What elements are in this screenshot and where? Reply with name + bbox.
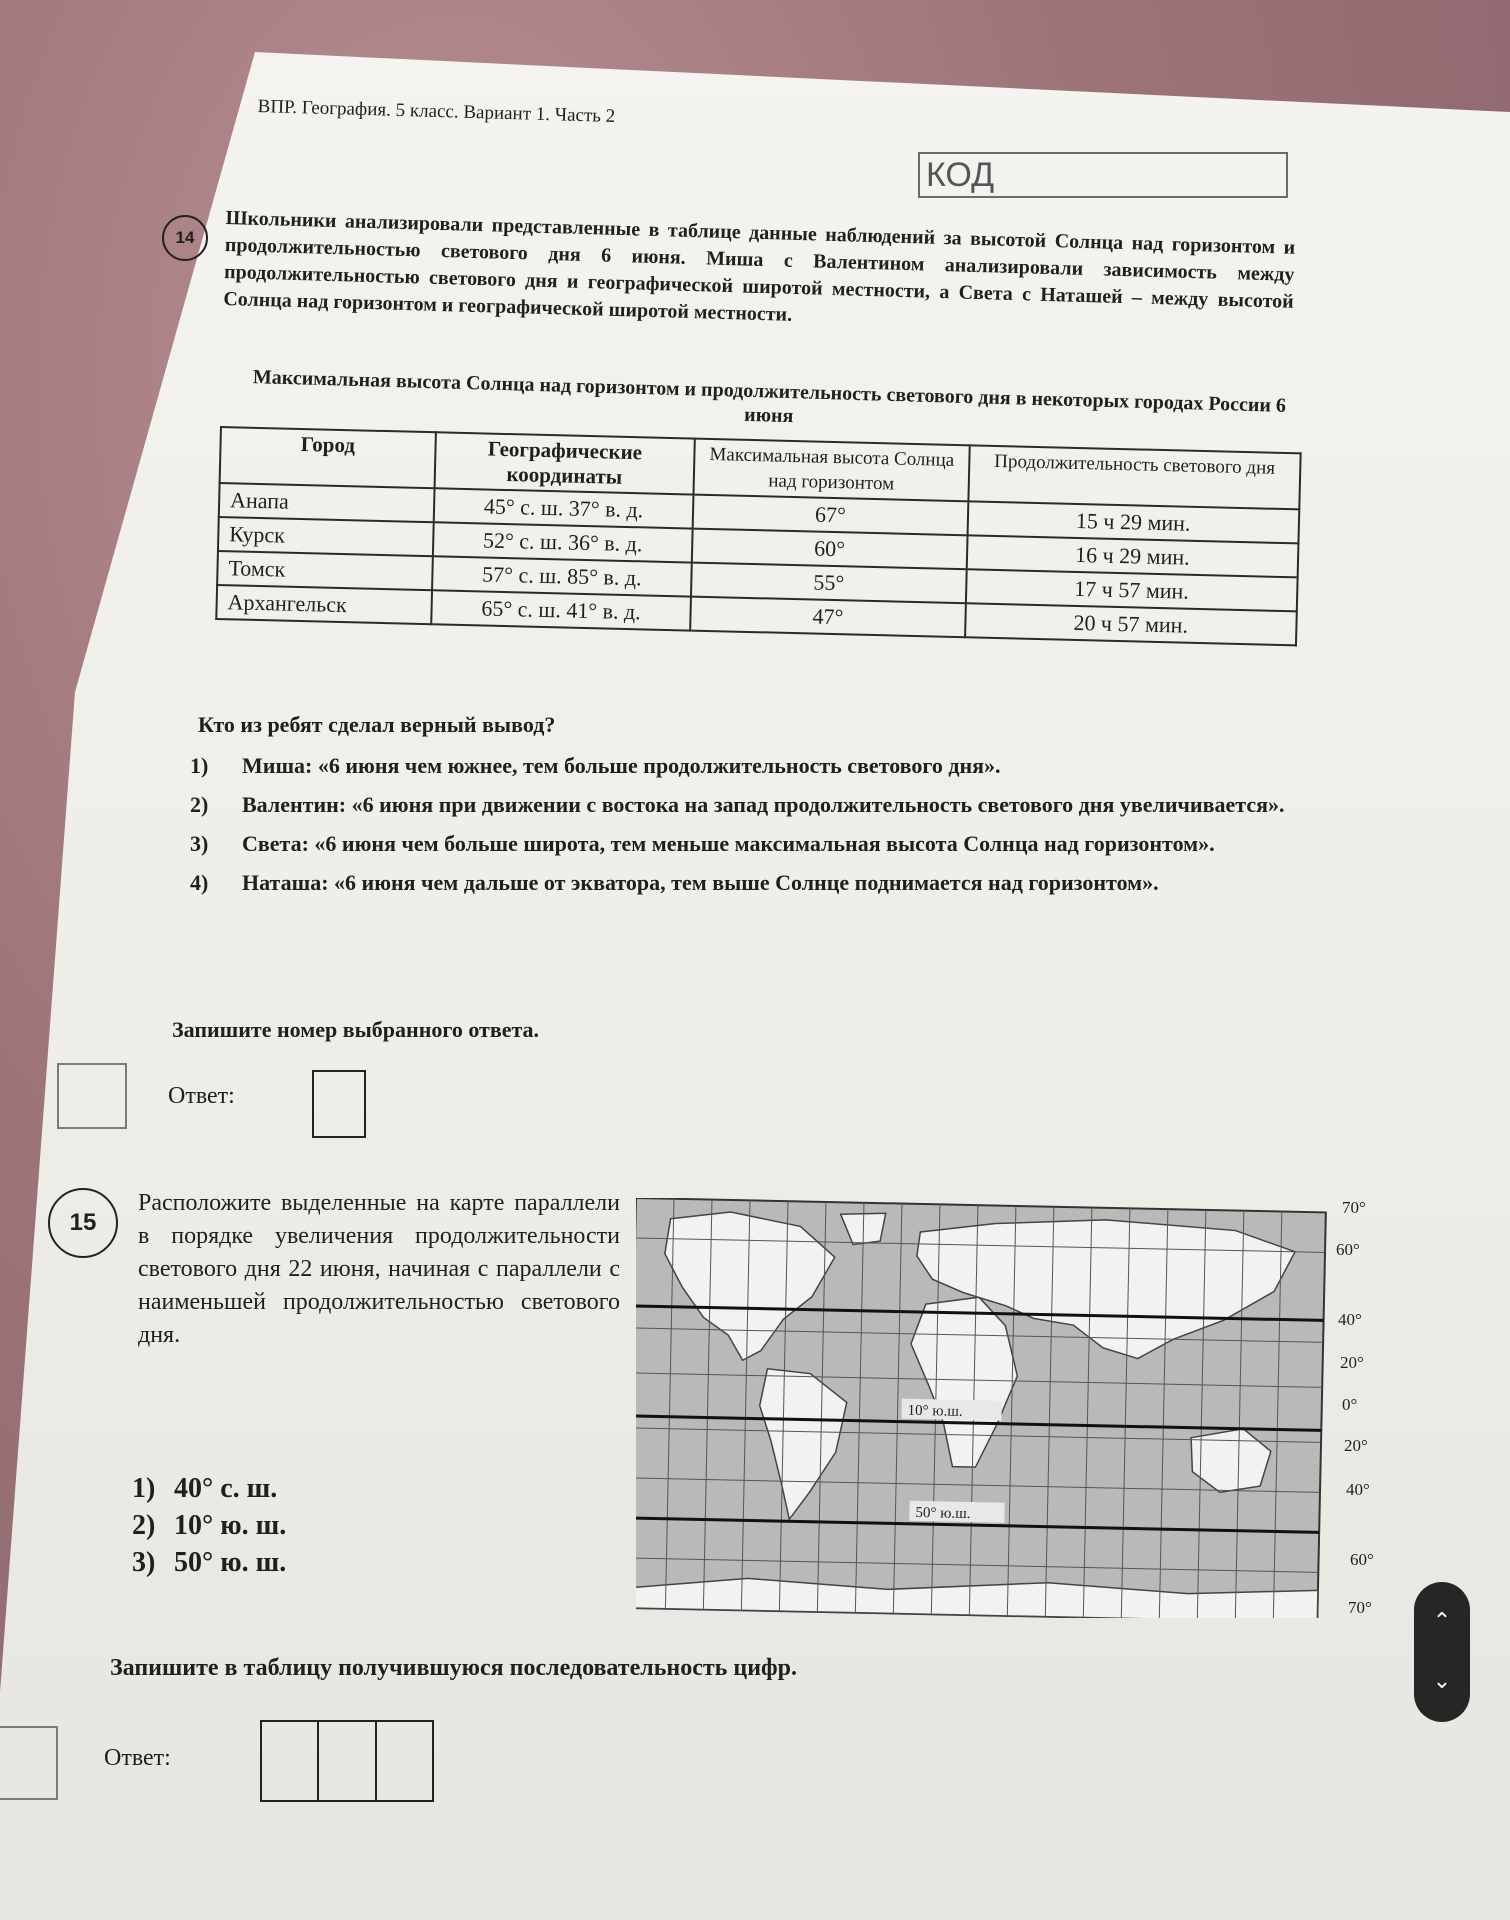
parallel-option-1	[132, 1470, 286, 1507]
table-cell-day-length: 15 ч 29 мин.	[967, 501, 1299, 543]
code-box[interactable]: КОД	[918, 152, 1288, 198]
option-text: Миша: «6 июня чем южнее, тем больше продолжительность светового дня».	[242, 753, 1001, 778]
table-cell-city: Курск	[218, 517, 433, 556]
lat-label: 20°	[1344, 1436, 1368, 1455]
parallel-option-2	[132, 1507, 286, 1544]
option-number: 2)	[190, 792, 209, 817]
option-text: 10° ю. ш.	[174, 1510, 287, 1541]
option-text: Валентин: «6 июня при движении с востока на запад продолжительность светового дня увеличивается».	[242, 792, 1285, 817]
table-cell-coordinates: 45° с. ш. 37° в. д.	[433, 488, 693, 528]
scroll-up-icon[interactable]: ⌃	[1432, 1609, 1452, 1634]
lat-label: 70°	[1348, 1598, 1372, 1617]
table-cell-city: Томск	[217, 551, 432, 590]
label-50s: 50° ю.ш.	[915, 1504, 971, 1523]
answer-option-1	[190, 752, 1340, 779]
score-box-15	[0, 1726, 58, 1800]
question-15-text: Расположите выделенные на карте параллели в порядке увеличения продолжительности светового дня 22 июня, начиная с параллели с наименьшей продолжительностью светового дня.	[138, 1190, 620, 1348]
page-header: ВПР. География. 5 класс. Вариант 1. Часть 2	[257, 96, 616, 127]
table-header-sun-height: Максимальная высота Солнца над горизонтом	[694, 439, 970, 502]
table-cell-coordinates: 52° с. ш. 36° в. д.	[433, 522, 693, 562]
sun-data-table	[215, 426, 1301, 646]
question-15-options	[132, 1470, 286, 1581]
table-header-day-length: Продолжительность светового дня	[968, 445, 1301, 509]
question-14-text: Школьники анализировали представленные в таблице данные наблюдений за высотой Солнца над горизонтом и продолжительностью светового дня 6 июня. Миша с Валентином анализировали зависимость между продолжительностью светового дня и географической широтой местности, а Света с Наташей – между высотой Солнца над горизонтом и географической широтой местности.	[223, 206, 1296, 326]
answer-option-2	[190, 791, 1340, 818]
option-number: 3)	[190, 831, 209, 856]
table-cell-day-length: 20 ч 57 мин.	[965, 603, 1297, 645]
score-box-14	[57, 1063, 127, 1129]
label-10s: 10° ю.ш.	[907, 1402, 963, 1420]
option-text: Наташа: «6 июня чем дальше от экватора, тем выше Солнце поднимается над горизонтом».	[242, 870, 1159, 895]
scroll-down-icon[interactable]: ⌄	[1432, 1669, 1452, 1694]
lat-label: 40°	[1338, 1310, 1362, 1329]
question-14-options	[190, 752, 1340, 908]
answer-grid-15	[260, 1720, 434, 1802]
answer-option-3	[190, 830, 1340, 857]
answer-cell-2[interactable]	[319, 1722, 376, 1800]
option-text: Света: «6 июня чем больше широта, тем меньше максимальная высота Солнца над горизонтом».	[242, 831, 1215, 856]
question-14-write-prompt: Запишите номер выбранного ответа.	[172, 1017, 540, 1042]
question-14-prompt: Кто из ребят сделал верный вывод?	[198, 712, 556, 737]
table-cell-sun-height: 47°	[690, 597, 965, 638]
lat-label: 0°	[1342, 1395, 1358, 1414]
lat-label: 70°	[1342, 1198, 1366, 1217]
parallel-option-3	[132, 1544, 286, 1581]
option-text: 50° ю. ш.	[174, 1547, 287, 1578]
option-number: 1)	[190, 753, 209, 778]
option-number: 2)	[132, 1510, 156, 1541]
answer-box-14[interactable]	[312, 1070, 366, 1138]
option-number: 4)	[190, 870, 209, 895]
lat-label: 60°	[1350, 1550, 1374, 1569]
option-text: 40° с. ш.	[174, 1473, 278, 1504]
lat-label: 40°	[1346, 1480, 1370, 1499]
world-map	[636, 1198, 1336, 1618]
latitude-labels	[1336, 1198, 1402, 1628]
world-map-svg	[636, 1198, 1336, 1618]
table-cell-city: Анапа	[219, 483, 434, 522]
table-cell-sun-height: 67°	[693, 495, 968, 536]
answer-option-4	[190, 869, 1340, 896]
question-14-number: 14	[162, 215, 208, 261]
table-header-city: Город	[220, 427, 436, 488]
answer-cell-3[interactable]	[377, 1722, 432, 1800]
table-title: Максимальная высота Солнца над горизонтом и продолжительность светового дня в некоторых городах России 6 июня	[252, 366, 1287, 428]
table-cell-sun-height: 60°	[692, 529, 967, 570]
table-cell-city: Архангельск	[216, 585, 431, 624]
lat-label: 60°	[1336, 1240, 1360, 1259]
table-cell-day-length: 16 ч 29 мин.	[966, 535, 1298, 577]
lat-label: 20°	[1340, 1353, 1364, 1372]
answer-label-15: Ответ:	[104, 1745, 171, 1771]
table-cell-day-length: 17 ч 57 мин.	[966, 569, 1298, 611]
scroll-control	[1414, 1582, 1470, 1722]
answer-cell-1[interactable]	[262, 1722, 319, 1800]
option-number: 3)	[132, 1547, 156, 1578]
table-header-coordinates: Географические координаты	[434, 432, 695, 494]
table-cell-coordinates: 65° с. ш. 41° в. д.	[431, 590, 691, 630]
answer-label-14: Ответ:	[168, 1083, 235, 1109]
question-15-number: 15	[48, 1188, 118, 1258]
option-number: 1)	[132, 1473, 156, 1504]
table-cell-sun-height: 55°	[691, 563, 966, 604]
question-15-write-prompt: Запишите в таблицу получившуюся последовательность цифр.	[110, 1655, 797, 1681]
table-cell-coordinates: 57° с. ш. 85° в. д.	[432, 556, 692, 596]
